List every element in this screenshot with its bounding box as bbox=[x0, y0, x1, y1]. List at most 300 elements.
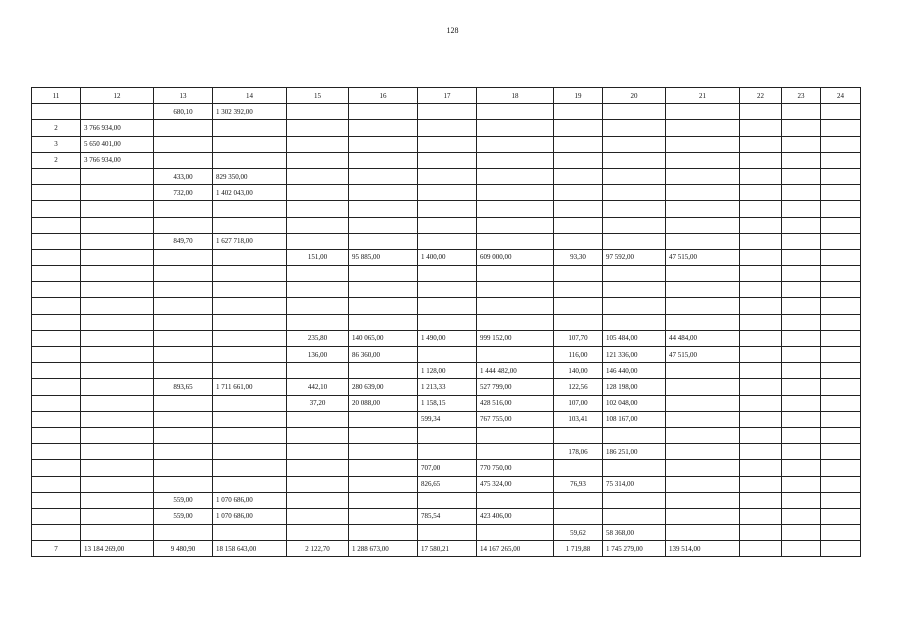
table-cell bbox=[213, 249, 287, 265]
table-cell bbox=[418, 347, 477, 363]
page-number: 128 bbox=[446, 26, 459, 35]
table-cell bbox=[477, 168, 554, 184]
table-cell bbox=[821, 298, 861, 314]
table-cell bbox=[740, 508, 782, 524]
table-cell bbox=[740, 314, 782, 330]
table-cell bbox=[154, 525, 213, 541]
table-cell bbox=[81, 427, 154, 443]
table-row bbox=[32, 379, 861, 395]
table-cell: 93,30 bbox=[554, 249, 603, 265]
table-cell bbox=[740, 460, 782, 476]
table-cell bbox=[554, 201, 603, 217]
table-cell bbox=[666, 217, 740, 233]
table-cell bbox=[213, 217, 287, 233]
table-cell bbox=[821, 330, 861, 346]
data-table bbox=[31, 87, 861, 557]
table-cell: 433,00 bbox=[154, 168, 213, 184]
table-cell: 14 167 265,00 bbox=[477, 541, 554, 557]
table-cell bbox=[554, 104, 603, 120]
table-row bbox=[32, 525, 861, 541]
table-cell bbox=[740, 444, 782, 460]
table-cell: 829 350,00 bbox=[213, 168, 287, 184]
table-cell bbox=[32, 476, 81, 492]
table-cell bbox=[418, 298, 477, 314]
table-cell bbox=[740, 185, 782, 201]
table-cell bbox=[477, 152, 554, 168]
table-cell bbox=[821, 266, 861, 282]
table-cell: 59,62 bbox=[554, 525, 603, 541]
table-cell bbox=[81, 233, 154, 249]
table-cell bbox=[740, 249, 782, 265]
table-row bbox=[32, 104, 861, 120]
table-cell: 107,00 bbox=[554, 395, 603, 411]
table-cell: 86 360,00 bbox=[349, 347, 418, 363]
table-cell: 17 580,21 bbox=[418, 541, 477, 557]
table-cell bbox=[666, 379, 740, 395]
table-cell bbox=[666, 201, 740, 217]
table-cell bbox=[32, 330, 81, 346]
table-cell bbox=[287, 411, 349, 427]
table-cell bbox=[418, 444, 477, 460]
table-cell bbox=[666, 298, 740, 314]
table-cell bbox=[603, 120, 666, 136]
table-cell bbox=[666, 427, 740, 443]
table-cell bbox=[740, 298, 782, 314]
table-cell: 559,00 bbox=[154, 508, 213, 524]
table-cell bbox=[821, 136, 861, 152]
table-cell: 9 480,90 bbox=[154, 541, 213, 557]
table-cell bbox=[666, 395, 740, 411]
table-cell bbox=[603, 427, 666, 443]
table-cell: 2 122,70 bbox=[287, 541, 349, 557]
table-cell bbox=[477, 314, 554, 330]
table-cell bbox=[821, 444, 861, 460]
table-cell: 139 514,00 bbox=[666, 541, 740, 557]
table-cell: 47 515,00 bbox=[666, 249, 740, 265]
table-cell bbox=[349, 298, 418, 314]
table-cell bbox=[287, 168, 349, 184]
table-cell bbox=[782, 541, 821, 557]
table-cell: 75 314,00 bbox=[603, 476, 666, 492]
table-cell bbox=[32, 314, 81, 330]
table-cell bbox=[81, 492, 154, 508]
table-cell bbox=[32, 249, 81, 265]
table-cell bbox=[666, 120, 740, 136]
table-cell: 3 bbox=[32, 136, 81, 152]
table-cell bbox=[154, 330, 213, 346]
table-cell bbox=[418, 168, 477, 184]
table-cell: 186 251,00 bbox=[603, 444, 666, 460]
table-header-row bbox=[32, 88, 861, 104]
table-cell bbox=[821, 411, 861, 427]
table-cell bbox=[603, 136, 666, 152]
table-cell bbox=[32, 282, 81, 298]
column-header: 20 bbox=[603, 88, 666, 104]
table-cell bbox=[740, 136, 782, 152]
table-cell bbox=[32, 185, 81, 201]
table-cell bbox=[740, 347, 782, 363]
table-row bbox=[32, 282, 861, 298]
table-cell bbox=[213, 411, 287, 427]
table-cell bbox=[782, 136, 821, 152]
table-cell bbox=[32, 104, 81, 120]
table-cell bbox=[740, 217, 782, 233]
table-cell bbox=[154, 266, 213, 282]
table-cell bbox=[349, 363, 418, 379]
table-cell bbox=[821, 395, 861, 411]
table-cell bbox=[782, 363, 821, 379]
table-cell bbox=[554, 298, 603, 314]
table-cell bbox=[81, 185, 154, 201]
column-header: 16 bbox=[349, 88, 418, 104]
table-cell bbox=[821, 282, 861, 298]
table-cell bbox=[782, 298, 821, 314]
table-cell bbox=[287, 136, 349, 152]
table-cell bbox=[666, 363, 740, 379]
column-header: 14 bbox=[213, 88, 287, 104]
table-cell: 107,70 bbox=[554, 330, 603, 346]
table-row bbox=[32, 120, 861, 136]
table-cell bbox=[782, 233, 821, 249]
table-cell bbox=[477, 298, 554, 314]
table-cell bbox=[554, 492, 603, 508]
table-cell bbox=[821, 476, 861, 492]
table-cell bbox=[81, 508, 154, 524]
table-cell: 826,65 bbox=[418, 476, 477, 492]
table-cell bbox=[666, 411, 740, 427]
column-header: 12 bbox=[81, 88, 154, 104]
table-cell bbox=[603, 282, 666, 298]
table-cell bbox=[349, 152, 418, 168]
table-cell bbox=[554, 120, 603, 136]
table-cell bbox=[477, 136, 554, 152]
table-cell bbox=[740, 168, 782, 184]
table-cell bbox=[349, 185, 418, 201]
table-cell bbox=[821, 185, 861, 201]
table-cell bbox=[349, 201, 418, 217]
table-row bbox=[32, 492, 861, 508]
table-row bbox=[32, 347, 861, 363]
table-cell bbox=[32, 427, 81, 443]
table-cell bbox=[740, 233, 782, 249]
table-row bbox=[32, 460, 861, 476]
table-cell bbox=[81, 476, 154, 492]
table-row bbox=[32, 330, 861, 346]
table-cell bbox=[81, 363, 154, 379]
table-cell: 7 bbox=[32, 541, 81, 557]
table-cell bbox=[477, 201, 554, 217]
table-cell bbox=[666, 168, 740, 184]
table-cell bbox=[821, 508, 861, 524]
table-cell bbox=[603, 508, 666, 524]
table-cell bbox=[821, 152, 861, 168]
column-header: 23 bbox=[782, 88, 821, 104]
table-cell: 37,20 bbox=[287, 395, 349, 411]
table-cell bbox=[603, 298, 666, 314]
table-cell bbox=[782, 249, 821, 265]
table-row bbox=[32, 508, 861, 524]
table-cell bbox=[213, 347, 287, 363]
table-cell bbox=[821, 525, 861, 541]
table-cell bbox=[740, 411, 782, 427]
table-cell bbox=[287, 427, 349, 443]
table-cell bbox=[154, 298, 213, 314]
table-cell bbox=[782, 185, 821, 201]
table-cell: 1 302 392,00 bbox=[213, 104, 287, 120]
table-cell bbox=[287, 363, 349, 379]
table-cell bbox=[154, 395, 213, 411]
table-cell: 442,10 bbox=[287, 379, 349, 395]
table-cell: 732,00 bbox=[154, 185, 213, 201]
table-cell bbox=[32, 298, 81, 314]
table-cell: 18 158 643,00 bbox=[213, 541, 287, 557]
table-cell bbox=[821, 249, 861, 265]
table-row bbox=[32, 266, 861, 282]
table-cell: 785,54 bbox=[418, 508, 477, 524]
table-cell bbox=[349, 136, 418, 152]
table-cell bbox=[32, 460, 81, 476]
table-cell bbox=[213, 201, 287, 217]
table-cell bbox=[821, 379, 861, 395]
table-row bbox=[32, 541, 861, 557]
table-row bbox=[32, 314, 861, 330]
table-row bbox=[32, 444, 861, 460]
table-cell bbox=[666, 476, 740, 492]
table-cell: 1 627 718,00 bbox=[213, 233, 287, 249]
table-cell bbox=[666, 460, 740, 476]
table-cell: 146 440,00 bbox=[603, 363, 666, 379]
table-cell bbox=[349, 427, 418, 443]
table-cell bbox=[418, 217, 477, 233]
table-cell bbox=[477, 266, 554, 282]
table-cell bbox=[418, 104, 477, 120]
table-cell bbox=[154, 249, 213, 265]
table-cell bbox=[287, 444, 349, 460]
table-cell: 527 799,00 bbox=[477, 379, 554, 395]
table-cell bbox=[477, 282, 554, 298]
table-cell bbox=[287, 492, 349, 508]
table-cell: 1 711 661,00 bbox=[213, 379, 287, 395]
table-cell bbox=[32, 525, 81, 541]
table-cell bbox=[740, 427, 782, 443]
table-row bbox=[32, 411, 861, 427]
table-cell bbox=[477, 217, 554, 233]
table-cell bbox=[81, 217, 154, 233]
table-cell: 105 484,00 bbox=[603, 330, 666, 346]
table-cell bbox=[477, 104, 554, 120]
table-cell bbox=[782, 508, 821, 524]
table-cell bbox=[213, 476, 287, 492]
column-header: 13 bbox=[154, 88, 213, 104]
table-cell bbox=[666, 233, 740, 249]
table-cell bbox=[782, 476, 821, 492]
table-cell bbox=[554, 266, 603, 282]
table-cell: 2 bbox=[32, 120, 81, 136]
table-cell bbox=[782, 201, 821, 217]
table-cell bbox=[154, 282, 213, 298]
table-row bbox=[32, 298, 861, 314]
table-cell bbox=[740, 266, 782, 282]
table-cell bbox=[603, 201, 666, 217]
table-cell bbox=[554, 152, 603, 168]
table-cell bbox=[81, 282, 154, 298]
table-cell bbox=[603, 217, 666, 233]
table-cell bbox=[821, 427, 861, 443]
table-cell bbox=[554, 460, 603, 476]
table-cell: 680,10 bbox=[154, 104, 213, 120]
table-cell bbox=[477, 120, 554, 136]
table-cell bbox=[821, 492, 861, 508]
table-cell bbox=[821, 104, 861, 120]
table-cell bbox=[554, 508, 603, 524]
table-cell bbox=[154, 444, 213, 460]
table-cell bbox=[32, 217, 81, 233]
table-cell: 108 167,00 bbox=[603, 411, 666, 427]
table-cell bbox=[287, 120, 349, 136]
table-cell bbox=[213, 266, 287, 282]
column-header: 11 bbox=[32, 88, 81, 104]
table-cell bbox=[81, 314, 154, 330]
table-cell: 140,00 bbox=[554, 363, 603, 379]
table-cell bbox=[740, 104, 782, 120]
table-cell bbox=[477, 347, 554, 363]
table-cell bbox=[782, 314, 821, 330]
table-cell bbox=[349, 492, 418, 508]
column-header: 18 bbox=[477, 88, 554, 104]
table-cell bbox=[213, 314, 287, 330]
table-cell bbox=[213, 525, 287, 541]
table-cell bbox=[287, 266, 349, 282]
table-cell bbox=[213, 152, 287, 168]
column-header: 24 bbox=[821, 88, 861, 104]
table-cell bbox=[81, 444, 154, 460]
table-cell bbox=[81, 201, 154, 217]
table-cell: 140 065,00 bbox=[349, 330, 418, 346]
table-cell bbox=[287, 104, 349, 120]
table-cell bbox=[821, 363, 861, 379]
table-cell bbox=[213, 427, 287, 443]
table-cell bbox=[32, 201, 81, 217]
table-cell: 76,93 bbox=[554, 476, 603, 492]
table-cell bbox=[554, 168, 603, 184]
table-cell bbox=[81, 347, 154, 363]
table-cell bbox=[32, 363, 81, 379]
table-cell bbox=[782, 168, 821, 184]
column-header: 15 bbox=[287, 88, 349, 104]
table-cell bbox=[349, 104, 418, 120]
table-cell bbox=[666, 508, 740, 524]
table-cell bbox=[32, 379, 81, 395]
table-cell: 97 592,00 bbox=[603, 249, 666, 265]
table-cell bbox=[782, 395, 821, 411]
table-cell bbox=[349, 460, 418, 476]
table-cell bbox=[666, 314, 740, 330]
table-cell bbox=[603, 104, 666, 120]
table-cell bbox=[81, 395, 154, 411]
table-cell: 767 755,00 bbox=[477, 411, 554, 427]
table-cell: 1 288 673,00 bbox=[349, 541, 418, 557]
table-row bbox=[32, 233, 861, 249]
table-cell: 1 402 043,00 bbox=[213, 185, 287, 201]
table-cell: 3 766 934,00 bbox=[81, 152, 154, 168]
table-cell bbox=[782, 217, 821, 233]
table-row bbox=[32, 249, 861, 265]
column-header: 17 bbox=[418, 88, 477, 104]
table-cell bbox=[287, 314, 349, 330]
table-cell bbox=[32, 168, 81, 184]
table-cell bbox=[666, 444, 740, 460]
table-cell bbox=[782, 104, 821, 120]
table-cell bbox=[418, 152, 477, 168]
table-cell bbox=[154, 460, 213, 476]
table-cell bbox=[32, 395, 81, 411]
table-cell bbox=[666, 104, 740, 120]
table-cell bbox=[287, 460, 349, 476]
table-cell: 122,56 bbox=[554, 379, 603, 395]
table-cell: 3 766 934,00 bbox=[81, 120, 154, 136]
table-cell bbox=[287, 233, 349, 249]
table-cell bbox=[666, 282, 740, 298]
table-cell bbox=[740, 330, 782, 346]
table-cell bbox=[554, 185, 603, 201]
table-cell bbox=[740, 201, 782, 217]
table-row bbox=[32, 427, 861, 443]
table-cell bbox=[287, 525, 349, 541]
table-cell bbox=[418, 427, 477, 443]
table-row bbox=[32, 476, 861, 492]
table-cell: 13 184 269,00 bbox=[81, 541, 154, 557]
table-cell bbox=[154, 314, 213, 330]
table-cell bbox=[554, 282, 603, 298]
table-cell bbox=[287, 508, 349, 524]
table-cell bbox=[666, 136, 740, 152]
table-cell: 849,70 bbox=[154, 233, 213, 249]
table-row bbox=[32, 217, 861, 233]
table-cell bbox=[477, 492, 554, 508]
table-cell bbox=[821, 201, 861, 217]
table-cell bbox=[782, 460, 821, 476]
table-cell bbox=[154, 136, 213, 152]
table-cell bbox=[418, 492, 477, 508]
table-cell bbox=[740, 541, 782, 557]
table-cell bbox=[154, 476, 213, 492]
table-cell bbox=[603, 492, 666, 508]
table-cell bbox=[554, 136, 603, 152]
table-cell: 58 368,00 bbox=[603, 525, 666, 541]
table-cell bbox=[287, 476, 349, 492]
table-cell bbox=[349, 444, 418, 460]
table-cell bbox=[477, 233, 554, 249]
table-cell bbox=[418, 525, 477, 541]
table-cell: 770 750,00 bbox=[477, 460, 554, 476]
table-cell bbox=[213, 298, 287, 314]
table-cell bbox=[154, 217, 213, 233]
table-cell bbox=[418, 185, 477, 201]
table-cell bbox=[782, 347, 821, 363]
table-row bbox=[32, 168, 861, 184]
table-cell bbox=[418, 266, 477, 282]
table-cell: 475 324,00 bbox=[477, 476, 554, 492]
table-cell bbox=[821, 233, 861, 249]
table-cell bbox=[554, 427, 603, 443]
table-cell bbox=[782, 330, 821, 346]
table-row bbox=[32, 185, 861, 201]
table-cell bbox=[821, 347, 861, 363]
table-cell bbox=[603, 266, 666, 282]
table-cell: 1 444 482,00 bbox=[477, 363, 554, 379]
column-header: 21 bbox=[666, 88, 740, 104]
table-cell bbox=[821, 217, 861, 233]
